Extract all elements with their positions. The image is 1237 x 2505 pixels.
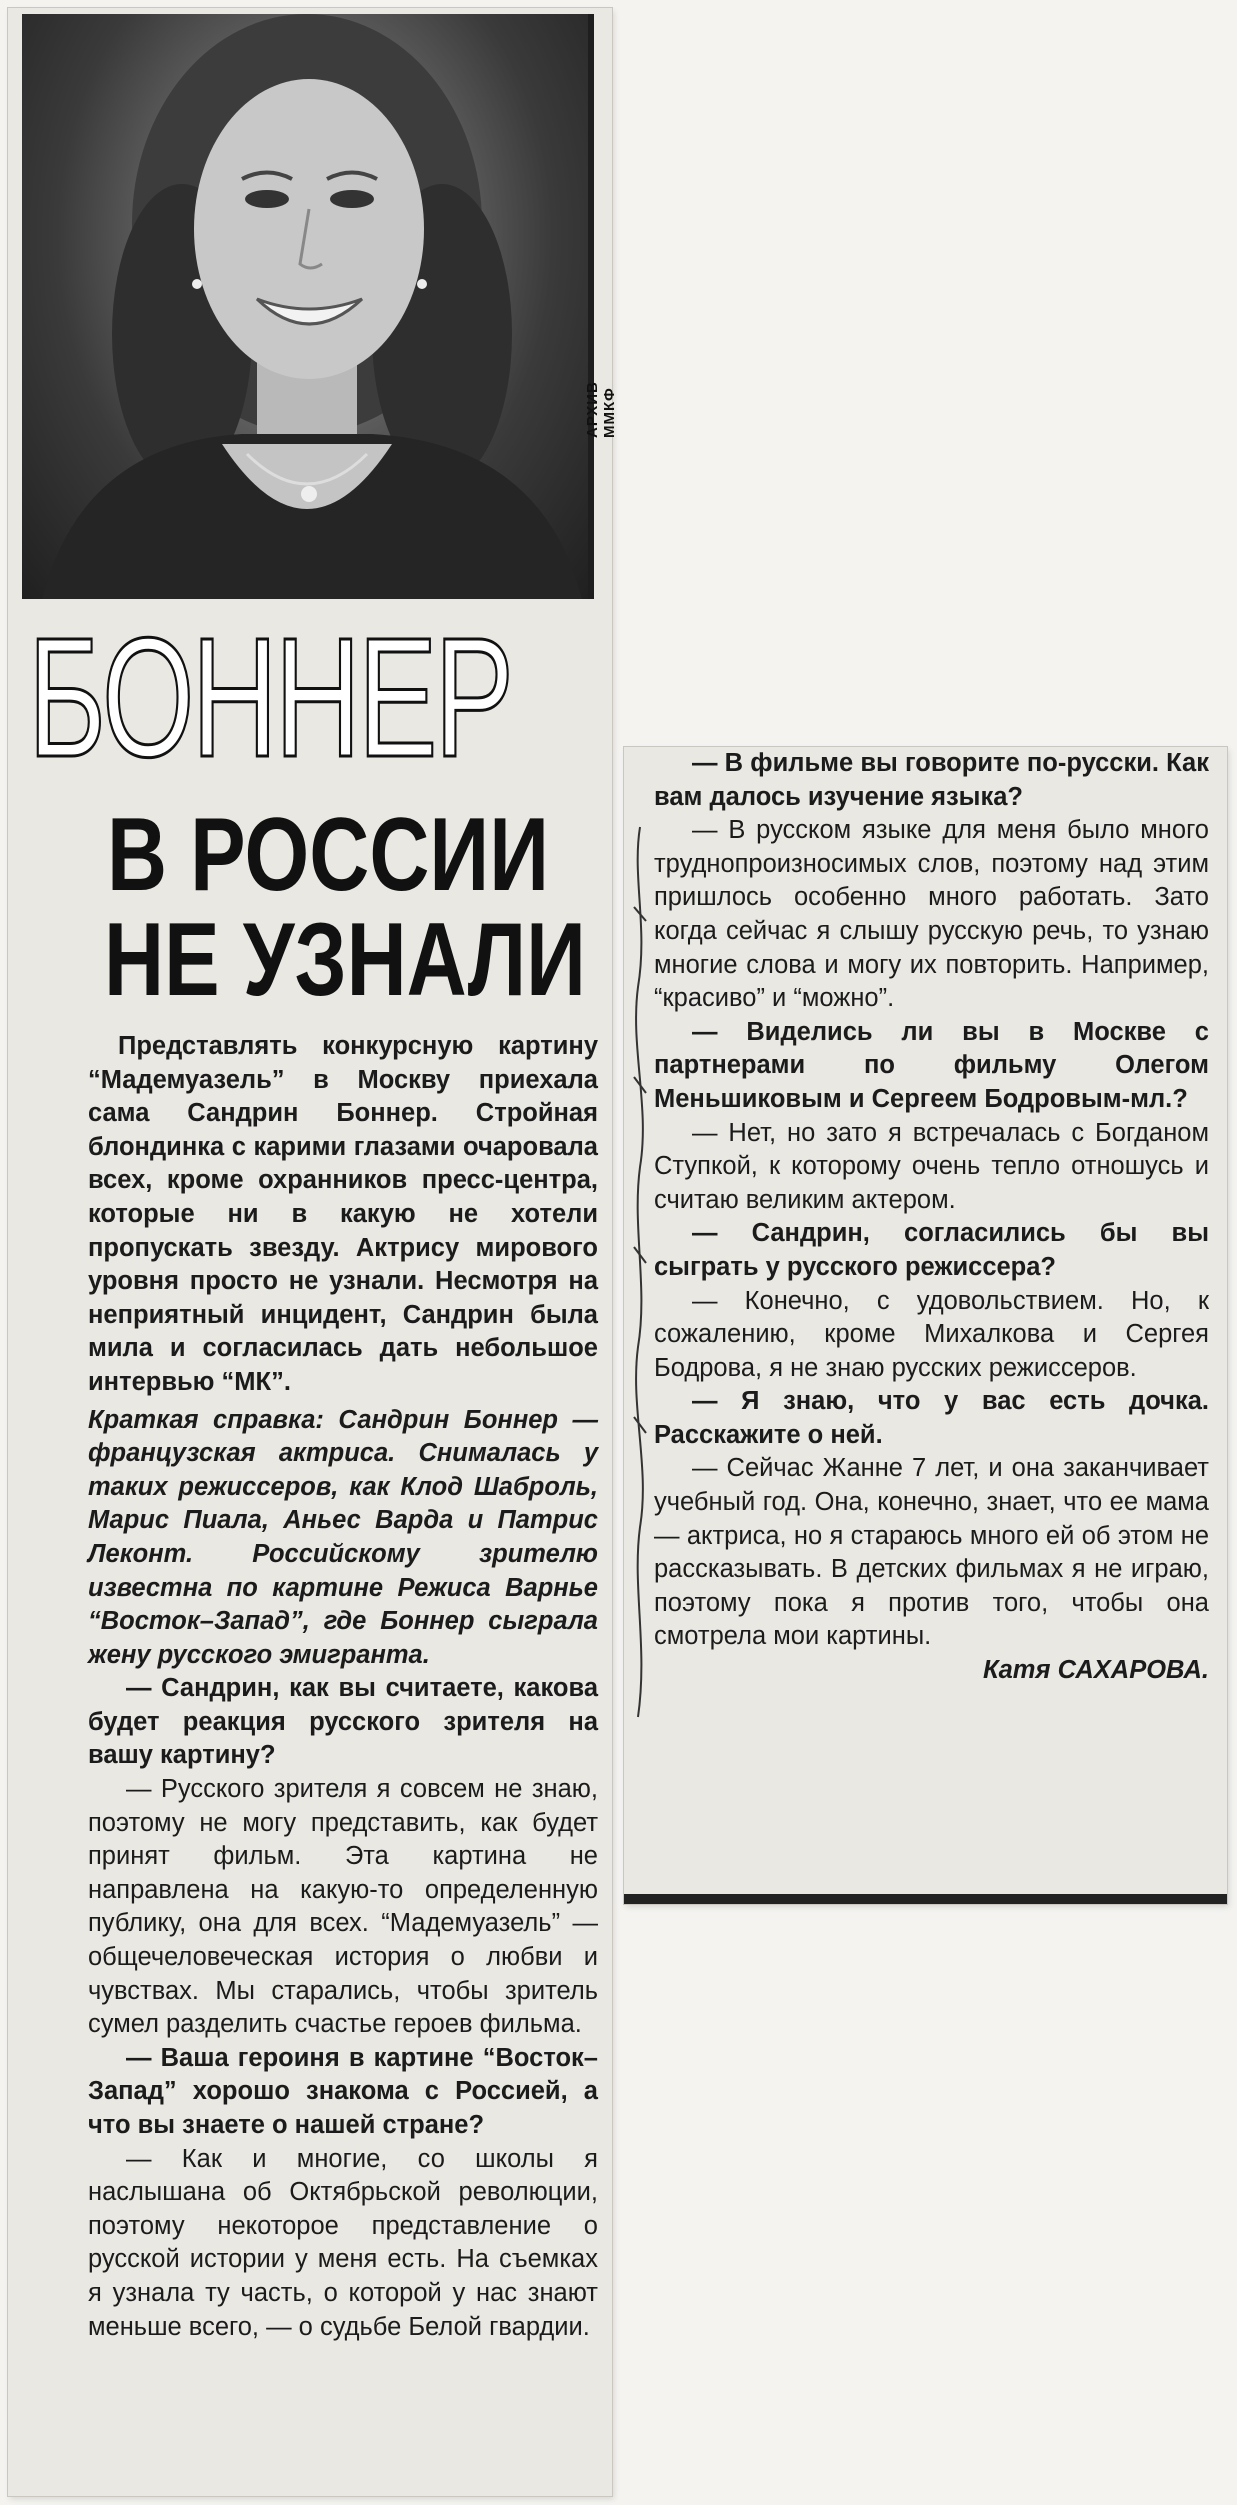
author-signature: Катя САХАРОВА. <box>982 1656 1209 1685</box>
answer-6: — Сейчас Жанне 7 лет, и она заканчивает учебный год. Она, конечно, знает, что ее мама — актриса, но я стараюсь много ей об этом не рассказывать. В детских фильмах я не играю, поэтому пока я против того, чтобы она смотрела мои картины. <box>654 1454 1209 1651</box>
answer-5: — Конечно, с удовольствием. Но, к сожалению, кроме Михалкова и Сергея Бодрова, я не знаю русских режиссеров. <box>654 1286 1209 1382</box>
headline-line-2: НЕ УЗНАЛИ <box>104 902 586 1018</box>
left-column-text <box>88 1030 598 2344</box>
question-6: — Я знаю, что у вас есть дочка. Расскажите о ней. <box>654 1387 1209 1449</box>
answer-3: — В русском языке для меня было много труднопроизносимых слов, поэтому над этим пришлось особенно много работать. Зато когда сейчас я слышу русскую речь, то узнаю многие слова и могу их повторить. Например, “красиво” и “можно”. <box>654 816 1209 1013</box>
portrait-illustration <box>22 14 588 599</box>
right-column-text <box>654 747 1209 1688</box>
left-clipping <box>8 8 618 2496</box>
headline-name: БОННЕР <box>28 603 512 793</box>
headline-line-1: В РОССИИ <box>106 797 550 913</box>
bio-note: Краткая справка: Сандрин Боннер — французская актриса. Снималась у таких режиссеров, как Клод Шаброль, Марис Пиала, Аньес Варда и Патрис Леконт. Российскому зрителю известна по картине Режиса Варнье “Восток–Запад”, где Боннер сыграла жену русского эмигранта. <box>88 1405 598 1669</box>
answer-2: — Как и многие, со школы я наслышана об Октябрьской революции, поэтому некоторое представление о русской истории у меня есть. На съемках я узнала ту часть, о которой у нас знают меньше всего, — о судьбе Белой гвардии. <box>88 2144 598 2341</box>
answer-4: — Нет, но зато я встречалась с Богданом Ступкой, к которому очень тепло отношусь и считаю великим актером. <box>654 1118 1209 1214</box>
handwritten-margin-note <box>628 817 652 1767</box>
answer-1: — Русского зрителя я совсем не знаю, поэтому не могу представить, как будет принят фильм. Эта картина не направлена на какую-то определенную публику, она для всех. “Мадемуазель” — общечеловеческая история о любви и чувствах. Мы старались, чтобы зритель сумел разделить счастье героев фильма. <box>88 1775 598 2039</box>
question-3: — В фильме вы говорите по-русски. Как вам далось изучение языка? <box>654 749 1209 811</box>
right-clipping <box>624 747 1227 1904</box>
question-2: — Ваша героиня в картине “Восток–Запад” хорошо знакома с Россией, а что вы знаете о нашей стране? <box>88 2043 598 2139</box>
question-5: — Сандрин, согласились бы вы сыграть у русского режиссера? <box>654 1219 1209 1281</box>
question-1: — Сандрин, как вы считаете, какова будет реакция русского зрителя на вашу картину? <box>88 1674 598 1770</box>
photo-credit: АРХИВ ММКФ <box>584 381 618 438</box>
bottom-rule <box>624 1894 1227 1904</box>
lead-paragraph: Представлять конкурсную картину “Мадемуазель” в Москву приехала сама Сандрин Боннер. Стройная блондинка с карими глазами очаровала всех, кроме охранников пресс-центра, которые ни в какую не хотели пропускать звезду. Актрису мирового уровня просто не узнали. Несмотря на неприятный инцидент, Сандрин была мила и согласилась дать небольшое интервью “МК”. <box>88 1032 598 1396</box>
portrait-photo <box>22 14 594 599</box>
question-4: — Виделись ли вы в Москве с партнерами по фильму Олегом Меньшиковым и Сергеем Бодровым-мл.? <box>654 1017 1209 1113</box>
